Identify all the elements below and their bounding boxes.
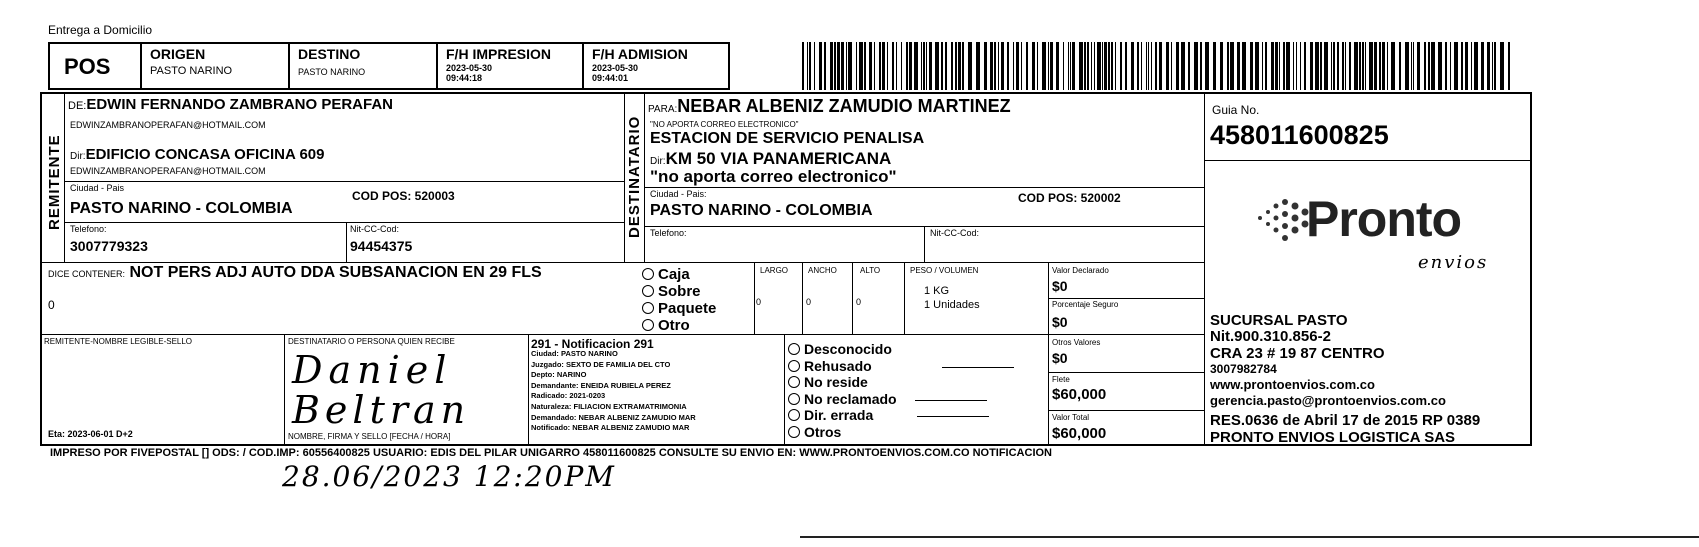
barcode-bar	[1094, 42, 1095, 90]
barcode-bar	[1275, 42, 1278, 90]
barcode-bar	[929, 42, 932, 90]
admision-box	[582, 42, 730, 90]
eta: Eta: 2023-06-01 D+2	[48, 429, 133, 439]
barcode-bar	[1296, 42, 1297, 90]
notice-line: Ciudad: PASTO NARINO	[531, 349, 618, 358]
peso-value: 1 KG	[924, 285, 950, 297]
barcode-bar	[896, 42, 897, 90]
impresion-time: 09:44:18	[446, 73, 483, 83]
barcode-bar	[1286, 42, 1290, 90]
barcode-bar	[1471, 42, 1472, 90]
impresion-box	[436, 42, 584, 90]
radio-icon	[788, 360, 800, 372]
barcode-bar	[1148, 42, 1149, 90]
barcode-bar	[1032, 42, 1035, 90]
origen-value: PASTO NARINO	[150, 65, 233, 77]
barcode-bar	[879, 42, 881, 90]
barcode-bar	[1048, 42, 1049, 90]
barcode-bar	[856, 42, 857, 90]
destinatario-codpos: COD POS: 520002	[1018, 191, 1121, 205]
barcode-bar	[921, 42, 922, 90]
barcode-bar	[1155, 42, 1157, 90]
return-no-reclamado[interactable]: No reclamado	[788, 391, 1014, 408]
barcode-bar	[1181, 42, 1185, 90]
barcode-bar	[1050, 42, 1053, 90]
destinatario-address: KM 50 VIA PANAMERICANA	[665, 149, 892, 168]
logo-main-text: Pronto	[1306, 191, 1462, 247]
notice-lines	[531, 349, 696, 434]
barcode-bar	[864, 42, 866, 90]
barcode-bar	[1265, 42, 1267, 90]
de-label: DE:	[68, 100, 87, 112]
contents-label: DICE CONTENER:	[48, 269, 126, 279]
barcode-bar	[1042, 42, 1046, 90]
destinatario-city-label: Ciudad - Pais:	[650, 189, 707, 199]
package-type-paquete[interactable]: Paquete	[642, 300, 716, 317]
destinatario-nit-label: Nit-CC-Cod:	[930, 228, 980, 238]
barcode-bar	[887, 42, 888, 90]
package-type-caja[interactable]: Caja	[642, 266, 716, 283]
barcode-bar	[830, 42, 833, 90]
alto-label: ALTO	[860, 266, 881, 275]
remitente-nit: 94454375	[350, 238, 413, 254]
barcode-bar	[1438, 42, 1442, 90]
barcode-bar	[906, 42, 908, 90]
barcode-bar	[926, 42, 927, 90]
seguro-label: Porcentaje Seguro	[1052, 300, 1119, 309]
remitente-city: PASTO NARINO - COLOMBIA	[70, 200, 293, 217]
barcode-bar	[802, 42, 804, 90]
barcode-bar	[1382, 42, 1385, 90]
destinatario-dir-label: Dir:	[650, 156, 666, 167]
barcode-bar	[1333, 42, 1335, 90]
remitente-tel: 3007779323	[70, 238, 148, 254]
barcode-bar	[1151, 42, 1152, 90]
barcode-bar	[807, 42, 808, 90]
radio-icon	[642, 319, 654, 331]
barcode-bar	[1461, 42, 1463, 90]
barcode-bar	[1428, 42, 1430, 90]
barcode-bar	[1146, 42, 1147, 90]
barcode-bar	[1230, 42, 1234, 90]
notice-line: Depto: NARINO	[531, 370, 587, 380]
ancho-value: 0	[806, 297, 812, 307]
brand-email: gerencia.pasto@prontoenvios.com.co	[1210, 393, 1446, 408]
barcode-bar	[1405, 42, 1409, 90]
barcode-bar	[1362, 42, 1364, 90]
barcode-bar	[1391, 42, 1395, 90]
barcode-bar	[1481, 42, 1484, 90]
brand-address: CRA 23 # 19 87 CENTRO	[1210, 345, 1385, 362]
barcode-bar	[1087, 42, 1089, 90]
barcode-bar	[1399, 42, 1401, 90]
radio-icon	[788, 426, 800, 438]
barcode-bar	[1131, 42, 1134, 90]
barcode-bar	[955, 42, 957, 90]
barcode-bar	[848, 42, 852, 90]
barcode-bar	[951, 42, 953, 90]
return-rehusado[interactable]: Rehusado	[788, 358, 1014, 375]
origen-label: ORIGEN	[150, 46, 206, 62]
barcode-bar	[1176, 42, 1179, 90]
radio-icon	[788, 343, 800, 355]
barcode-bar	[901, 42, 902, 90]
barcode-bar	[819, 42, 822, 90]
barcode-bar	[1079, 42, 1083, 90]
barcode-bar	[1250, 42, 1253, 90]
brand-nit: Nit.900.310.856-2	[1210, 328, 1331, 345]
barcode	[800, 40, 1520, 92]
radio-icon	[642, 285, 654, 297]
barcode-bar	[945, 42, 947, 90]
remitente-codpos: COD POS: 520003	[352, 189, 455, 203]
barcode-bar	[1342, 42, 1344, 90]
barcode-bar	[1345, 42, 1346, 90]
barcode-bar	[1021, 42, 1022, 90]
barcode-bar	[984, 42, 987, 90]
notice-line: Naturaleza: FILIACION EXTRAMATRIMONIA	[531, 401, 687, 411]
barcode-bar	[1379, 42, 1381, 90]
admision-time: 09:44:01	[592, 73, 629, 83]
barcode-bar	[1171, 42, 1172, 90]
barcode-bar	[1205, 42, 1209, 90]
barcode-bar	[1320, 42, 1322, 90]
remitente-side-label: REMITENTE	[46, 134, 63, 230]
brand-company: PRONTO ENVIOS LOGISTICA SAS	[1210, 429, 1456, 446]
largo-value: 0	[756, 297, 762, 307]
impresion-date: 2023-05-30	[446, 63, 493, 73]
barcode-bar	[1120, 42, 1122, 90]
radio-icon	[788, 409, 800, 421]
barcode-bar	[1013, 42, 1014, 90]
remitente-email-1: EDWINZAMBRANOPERAFAN@HOTMAIL.COM	[70, 120, 266, 130]
destinatario-name: NEBAR ALBENIZ ZAMUDIO MARTINEZ	[677, 96, 1011, 116]
barcode-bar	[814, 42, 815, 90]
barcode-bar	[909, 42, 912, 90]
barcode-bar	[1369, 42, 1373, 90]
peso-label: PESO / VOLUMEN	[910, 266, 979, 275]
guia-label: Guia No.	[1212, 103, 1260, 117]
barcode-bar	[1104, 42, 1107, 90]
notice-line: Demandado: NEBAR ALBENIZ ZAMUDIO MAR	[531, 412, 696, 422]
barcode-bar	[1227, 42, 1229, 90]
destinatario-note: "no aporta correo electronico"	[650, 167, 897, 186]
remitente-name-row	[68, 97, 393, 113]
barcode-bar	[1213, 42, 1216, 90]
return-otros[interactable]: Otros	[788, 424, 1014, 441]
para-label: PARA:	[648, 104, 678, 115]
otros-value: $0	[1052, 350, 1068, 366]
barcode-bar	[841, 42, 844, 90]
contents-value: NOT PERS ADJ AUTO DDA SUBSANACION EN 29 FLS	[129, 264, 542, 281]
barcode-bar	[1293, 42, 1294, 90]
destinatario-no-email: "NO APORTA CORREO ELECTRONICO"	[650, 120, 799, 129]
barcode-bar	[1063, 42, 1064, 90]
barcode-bar	[859, 42, 863, 90]
barcode-bar	[1091, 42, 1092, 90]
barcode-bar	[1310, 42, 1313, 90]
barcode-bar	[1026, 42, 1028, 90]
seguro-value: $0	[1052, 314, 1068, 330]
pronto-logo	[1250, 182, 1510, 282]
barcode-bar	[1337, 42, 1339, 90]
destinatario-side-label: DESTINATARIO	[626, 115, 643, 238]
barcode-bar	[1424, 42, 1426, 90]
destinatario-address-row	[650, 149, 891, 169]
notice-line: Radicado: 2021-0203	[531, 391, 606, 401]
service-code: POS	[64, 54, 111, 79]
barcode-bar	[1494, 42, 1496, 90]
remitente-address: EDIFICIO CONCASA OFICINA 609	[85, 146, 325, 163]
barcode-bar	[1500, 42, 1504, 90]
barcode-bar	[1016, 42, 1019, 90]
delivery-type: Entrega a Domicilio	[48, 23, 153, 37]
guia-number: 458011600825	[1210, 120, 1389, 150]
barcode-bar	[1300, 42, 1301, 90]
contents-row	[48, 264, 542, 282]
barcode-bar	[998, 42, 999, 90]
alto-value: 0	[856, 297, 862, 307]
barcode-bar	[1102, 42, 1103, 90]
barcode-bar	[824, 42, 826, 90]
barcode-bar	[1097, 42, 1101, 90]
barcode-bar	[1413, 42, 1414, 90]
barcode-bar	[1279, 42, 1280, 90]
barcode-bar	[1283, 42, 1285, 90]
barcode-bar	[923, 42, 925, 90]
contents-qty: 0	[48, 298, 55, 312]
barcode-bar	[1454, 42, 1458, 90]
barcode-bar	[1315, 42, 1319, 90]
barcode-bar	[1474, 42, 1478, 90]
largo-label: LARGO	[760, 266, 789, 275]
return-no-reside[interactable]: No reside	[788, 374, 1014, 391]
footer-line: IMPRESO POR FIVEPOSTAL [] ODS: / COD.IMP: 60556400825 USUARIO: EDIS DEL PILAR UNIGARRO 458011600825 CONSULTE SU ENVIO EN: WWW.PRONTOENVIOS.COM.CO NOTIFICACION	[50, 447, 1053, 459]
destinatario-name-row	[648, 96, 1011, 117]
barcode-bar	[1159, 42, 1162, 90]
barcode-bar	[914, 42, 918, 90]
destino-label: DESTINO	[298, 46, 361, 62]
notice-line: Notificado: NEBAR ALBENIZ ZAMUDIO MAR	[531, 423, 690, 433]
scan-edge-line	[800, 536, 1699, 538]
barcode-bar	[1465, 42, 1468, 90]
barcode-bar	[962, 42, 964, 90]
barcode-bar	[1166, 42, 1169, 90]
barcode-bar	[1492, 42, 1493, 90]
barcode-bar	[935, 42, 939, 90]
total-label: Valor Total	[1052, 413, 1090, 422]
barcode-bar	[1188, 42, 1190, 90]
declarado-value: $0	[1052, 278, 1068, 294]
barcode-bar	[1304, 42, 1306, 90]
radio-icon	[642, 302, 654, 314]
unidades-value: 1 Unidades	[924, 299, 980, 311]
dest-sign-footer: NOMBRE, FIRMA Y SELLO [FECHA / HORA]	[288, 432, 451, 441]
remitente-email-2: EDWINZAMBRANOPERAFAN@HOTMAIL.COM	[70, 166, 266, 176]
destino-box	[288, 42, 438, 90]
declarado-label: Valor Declarado	[1052, 266, 1109, 275]
barcode-bar	[1200, 42, 1202, 90]
barcode-bar	[1070, 42, 1071, 90]
brand-branch: SUCURSAL PASTO	[1210, 312, 1348, 329]
package-type-otro[interactable]: Otro	[642, 317, 716, 334]
otros-label: Otros Valores	[1052, 338, 1101, 347]
remitente-address-row	[70, 147, 324, 163]
barcode-bar	[1220, 42, 1223, 90]
barcode-bar	[1387, 42, 1388, 90]
package-type-list	[642, 266, 716, 334]
destinatario-place: ESTACION DE SERVICIO PENALISA	[650, 130, 925, 147]
barcode-bar	[994, 42, 996, 90]
barcode-bar	[1001, 42, 1004, 90]
admision-label: F/H ADMISION	[592, 46, 688, 62]
brand-web: www.prontoenvios.com.co	[1210, 377, 1375, 392]
barcode-bar	[1445, 42, 1447, 90]
destino-value: PASTO NARINO	[298, 67, 366, 77]
barcode-bar	[809, 42, 811, 90]
handwritten-name: Daniel	[292, 348, 453, 392]
barcode-bar	[1324, 42, 1328, 90]
barcode-bar	[1108, 42, 1110, 90]
barcode-bar	[837, 42, 840, 90]
barcode-bar	[1450, 42, 1451, 90]
barcode-bar	[1056, 42, 1059, 90]
package-type-sobre[interactable]: Sobre	[642, 283, 716, 300]
destinatario-tel-label: Telefono:	[650, 228, 687, 238]
barcode-bar	[1194, 42, 1198, 90]
remitente-nit-label: Nit-CC-Cod:	[350, 224, 400, 234]
barcode-bar	[1271, 42, 1274, 90]
barcode-bar	[846, 42, 847, 90]
barcode-bar	[1115, 42, 1116, 90]
dest-sign-label: DESTINATARIO O PERSONA QUIEN RECIBE	[288, 337, 455, 346]
barcode-bar	[1137, 42, 1139, 90]
barcode-bar	[1111, 42, 1113, 90]
barcode-bar	[968, 42, 972, 90]
ancho-label: ANCHO	[808, 266, 837, 275]
flete-value: $60,000	[1052, 386, 1107, 403]
barcode-bar	[958, 42, 961, 90]
brand-resolution: RES.0636 de Abril 17 de 2015 RP 0389	[1210, 412, 1481, 429]
barcode-bar	[1262, 42, 1263, 90]
barcode-bar	[941, 42, 943, 90]
admision-date: 2023-05-30	[592, 63, 639, 73]
barcode-bar	[1431, 42, 1435, 90]
barcode-bar	[1242, 42, 1246, 90]
barcode-bar	[882, 42, 885, 90]
notice-line: Juzgado: SEXTO DE FAMILIA DEL CTO	[531, 359, 671, 369]
flete-label: Flete	[1052, 375, 1070, 384]
radio-icon	[642, 268, 654, 280]
barcode-bar	[1007, 42, 1009, 90]
barcode-bar	[874, 42, 875, 90]
return-reasons	[788, 341, 1014, 440]
barcode-bar	[1349, 42, 1351, 90]
remitente-city-label: Ciudad - Pais	[70, 183, 125, 193]
barcode-bar	[1125, 42, 1127, 90]
barcode-bar	[1487, 42, 1490, 90]
return-dir-errada[interactable]: Dir. errada	[788, 407, 1014, 424]
destinatario-city: PASTO NARINO - COLOMBIA	[650, 202, 873, 219]
barcode-bar	[1331, 42, 1332, 90]
barcode-bar	[892, 42, 894, 90]
remitente-sign-label: REMITENTE-NOMBRE LEGIBLE-SELLO	[44, 337, 193, 346]
barcode-bar	[1359, 42, 1361, 90]
barcode-bar	[1072, 42, 1075, 90]
barcode-bar	[1255, 42, 1259, 90]
brand-phone: 3007982784	[1210, 362, 1277, 376]
radio-icon	[788, 393, 800, 405]
barcode-bar	[1354, 42, 1358, 90]
impresion-label: F/H IMPRESION	[446, 46, 552, 62]
barcode-bar	[1068, 42, 1069, 90]
barcode-bar	[1411, 42, 1412, 90]
barcode-bar	[1141, 42, 1142, 90]
barcode-bar	[1084, 42, 1086, 90]
service-box	[48, 42, 142, 90]
radio-icon	[788, 376, 800, 388]
barcode-bar	[1374, 42, 1377, 90]
barcode-bar	[1365, 42, 1366, 90]
barcode-bar	[990, 42, 993, 90]
barcode-bar	[869, 42, 872, 90]
remitente-tel-label: Telefono:	[70, 224, 107, 234]
logo-sub-text: envios	[1418, 252, 1489, 273]
barcode-bar	[1037, 42, 1038, 90]
barcode-bar	[1508, 42, 1510, 90]
total-value: $60,000	[1052, 425, 1107, 442]
origen-box	[140, 42, 290, 90]
barcode-bar	[1237, 42, 1240, 90]
return-desconocido[interactable]: Desconocido	[788, 341, 1014, 358]
handwritten-surname: Beltran	[292, 388, 471, 432]
remitente-dir-label: Dir:	[70, 151, 86, 162]
barcode-bar	[834, 42, 836, 90]
barcode-bar	[976, 42, 980, 90]
handwritten-date: 28.06/2023 12:20PM	[282, 460, 616, 493]
notice-line: Demandante: ENEIDA RUBIELA PEREZ	[531, 380, 671, 390]
remitente-name: EDWIN FERNANDO ZAMBRANO PERAFAN	[86, 96, 394, 113]
barcode-bar	[1417, 42, 1420, 90]
notice-title: 291 - Notificacion 291	[531, 337, 654, 351]
